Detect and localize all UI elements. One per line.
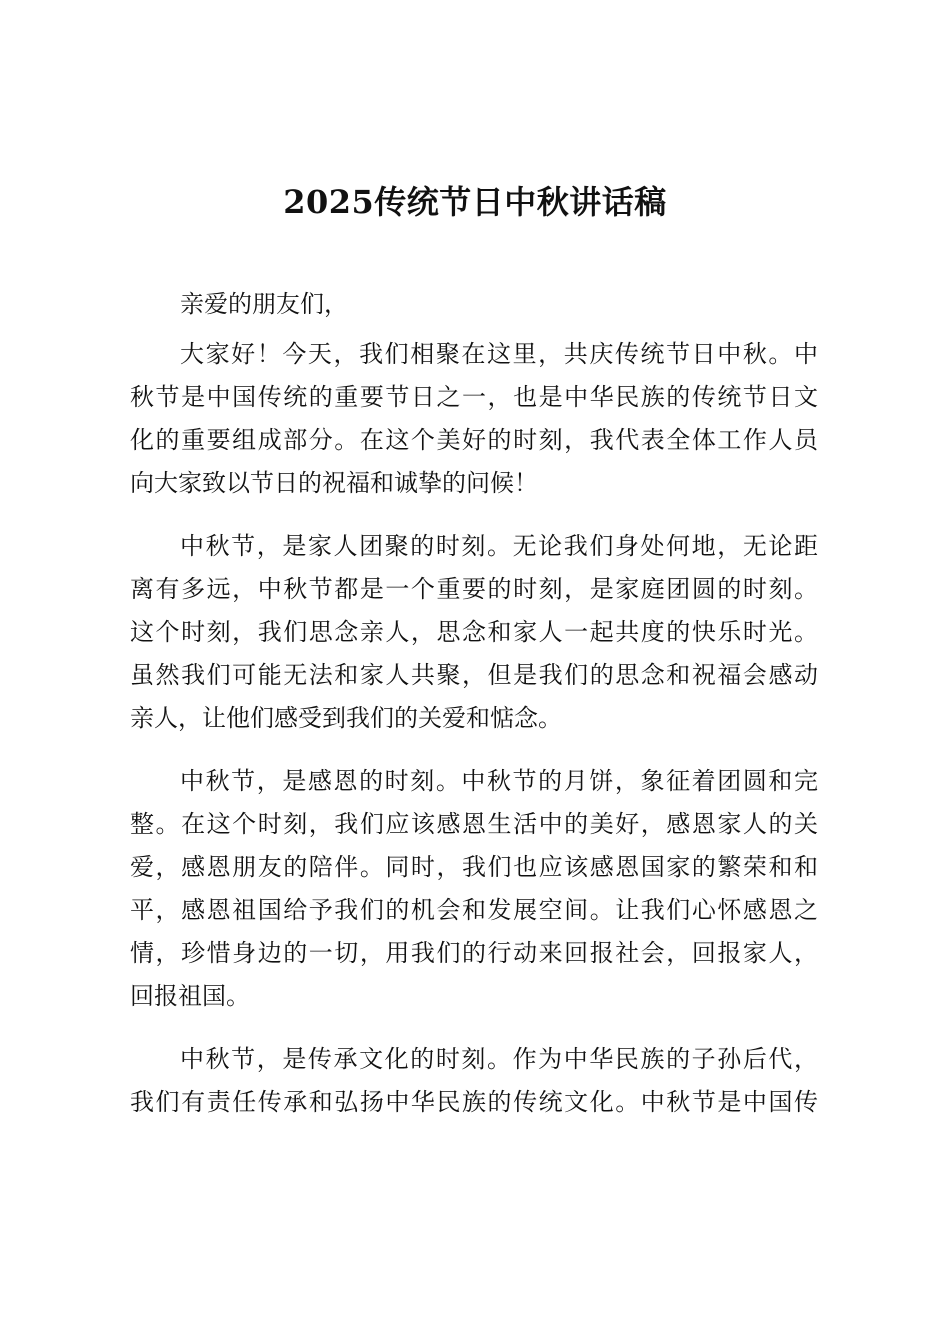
salutation: 亲爱的朋友们， [180,290,348,318]
paragraph-line: 向大家致以节日的祝福和诚挚的问候！ [130,469,538,497]
paragraph [130,333,818,505]
paragraph-line: 亲人，让他们感受到我们的关爱和惦念。 [130,704,562,732]
paragraph-line: 这个时刻，我们思念亲人，思念和家人一起共度的快乐时光。 [130,618,818,646]
paragraph-line: 中秋节，是家人团聚的时刻。无论我们身处何地，无论距 [180,532,818,560]
paragraph-line: 中秋节，是传承文化的时刻。作为中华民族的子孙后代， [180,1045,818,1073]
document-title: 2025传统节日中秋讲话稿 [283,183,667,221]
paragraph-line: 情，珍惜身边的一切，用我们的行动来回报社会，回报家人， [130,939,818,967]
paragraph-line: 回报祖国。 [130,982,250,1010]
paragraph-line: 整。在这个时刻，我们应该感恩生活中的美好，感恩家人的关 [130,810,818,838]
paragraph-line: 中秋节，是感恩的时刻。中秋节的月饼，象征着团圆和完 [180,767,818,795]
paragraph-line: 离有多远，中秋节都是一个重要的时刻，是家庭团圆的时刻。 [130,575,818,603]
paragraph [130,1038,818,1124]
paragraph-line: 平，感恩祖国给予我们的机会和发展空间。让我们心怀感恩之 [130,896,818,924]
paragraph-line: 我们有责任传承和弘扬中华民族的传统文化。中秋节是中国传 [130,1088,818,1116]
paragraph [130,525,818,740]
paragraph-line: 秋节是中国传统的重要节日之一，也是中华民族的传统节日文 [130,383,818,411]
paragraph-line: 虽然我们可能无法和家人共聚，但是我们的思念和祝福会感动 [130,661,818,689]
document-body [130,283,818,1124]
paragraph [130,760,818,1018]
paragraph-line: 爱，感恩朋友的陪伴。同时，我们也应该感恩国家的繁荣和和 [130,853,818,881]
paragraph-line: 大家好！今天，我们相聚在这里，共庆传统节日中秋。中 [180,340,818,368]
paragraph-line: 化的重要组成部分。在这个美好的时刻，我代表全体工作人员 [130,426,818,454]
